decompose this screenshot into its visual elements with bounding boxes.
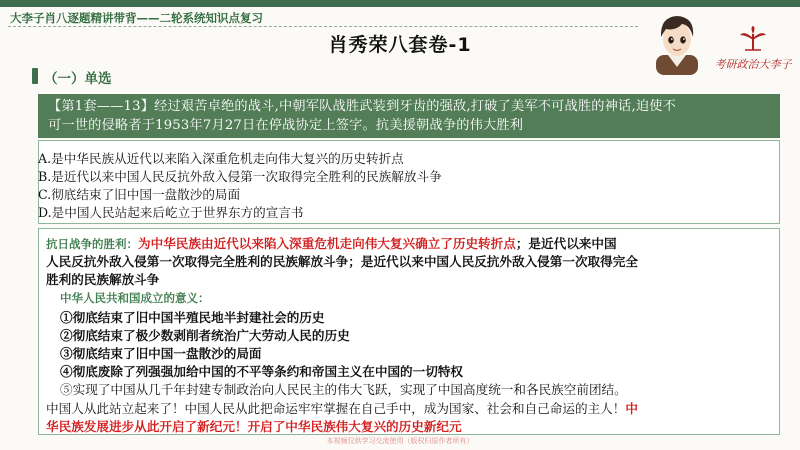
anti-japanese-line-3: 胜利的民族解放斗争 [46,272,160,287]
significance-item-4: ④彻底废除了列强强加给中国的不平等条约和帝国主义在中国的一切特权 [60,364,463,379]
significance-label: 中华人民共和国成立的意义： [60,291,210,305]
option-d: D.是中国人民站起来后屹立于世界东方的宣言书 [38,205,304,220]
brand-logo [712,26,794,74]
anti-japanese-line-2: 人民反抗外敌入侵第一次取得完全胜利的民族解放斗争；是近代以来中国人民反抗外敌入侵第一次取得完全 [46,254,638,269]
top-accent-bar [0,0,800,7]
option-a: A.是中华民族从近代以来陷入深重危机走向伟大复兴的历史转折点 [38,151,404,166]
anti-japanese-rest: ；是近代以来中国 [515,236,617,251]
question-line-2: 可一世的侵略者于1953年7月27日在停战协定上签字。抗美援朝战争的伟大胜利 [48,118,524,133]
brand-text: 考研政治大李子 [714,58,792,71]
section-label: （一）单选 [44,71,112,87]
watermark: 本视频仅供学习交流使用（版权归原作者所有） [326,437,474,445]
question-line-1: 【第1套——13】经过艰苦卓绝的战斗,中朝军队战胜武装到牙齿的强敌,打破了美军不可战胜的神话,迫使不 [48,99,676,114]
tree-logo-icon [736,26,770,52]
series-title: 大李子肖八逐题精讲带背——二轮系统知识点复习 [10,11,263,25]
header-divider [8,26,638,27]
option-b: B.是近代以来中国人民反抗外敌入侵第一次取得完全胜利的民族解放斗争 [38,169,442,184]
final-line-1-red: 中 [625,401,638,416]
section-marker-icon [32,68,38,84]
final-line-2: 华民族发展进步从此开启了新纪元！开启了中华民族伟大复兴的历史新纪元 [46,419,462,434]
significance-item-3: ③彻底结束了旧中国一盘散沙的局面 [60,346,262,361]
significance-item-2: ②彻底结束了极少数剥削者统治广大劳动人民的历史 [60,328,350,343]
option-c: C.彻底结束了旧中国一盘散沙的局面 [38,187,241,202]
significance-item-1: ①彻底结束了旧中国半殖民地半封建社会的历史 [60,310,325,325]
anti-japanese-label: 抗日战争的胜利： [46,237,138,251]
final-line-1 [46,398,638,417]
significance-item-5: ⑤实现了中国从几千年封建专制政治向人民民主的伟大飞跃，实现了中国高度统一和各民族空前团结。 [60,382,627,397]
final-line-1-text: 中国人从此站立起来了！中国人民从此把命运牢牢掌握在自己手中，成为国家、社会和自己命运的主人！ [46,401,626,416]
avatar [646,9,708,75]
anti-japanese-line-1 [46,233,617,252]
question-box [38,94,780,138]
avatar-illustration-icon [646,9,708,75]
page-title: 肖秀荣八套卷-1 [328,34,472,56]
anti-japanese-highlight: 为中华民族由近代以来陷入深重危机走向伟大复兴确立了历史转折点 [138,236,516,251]
